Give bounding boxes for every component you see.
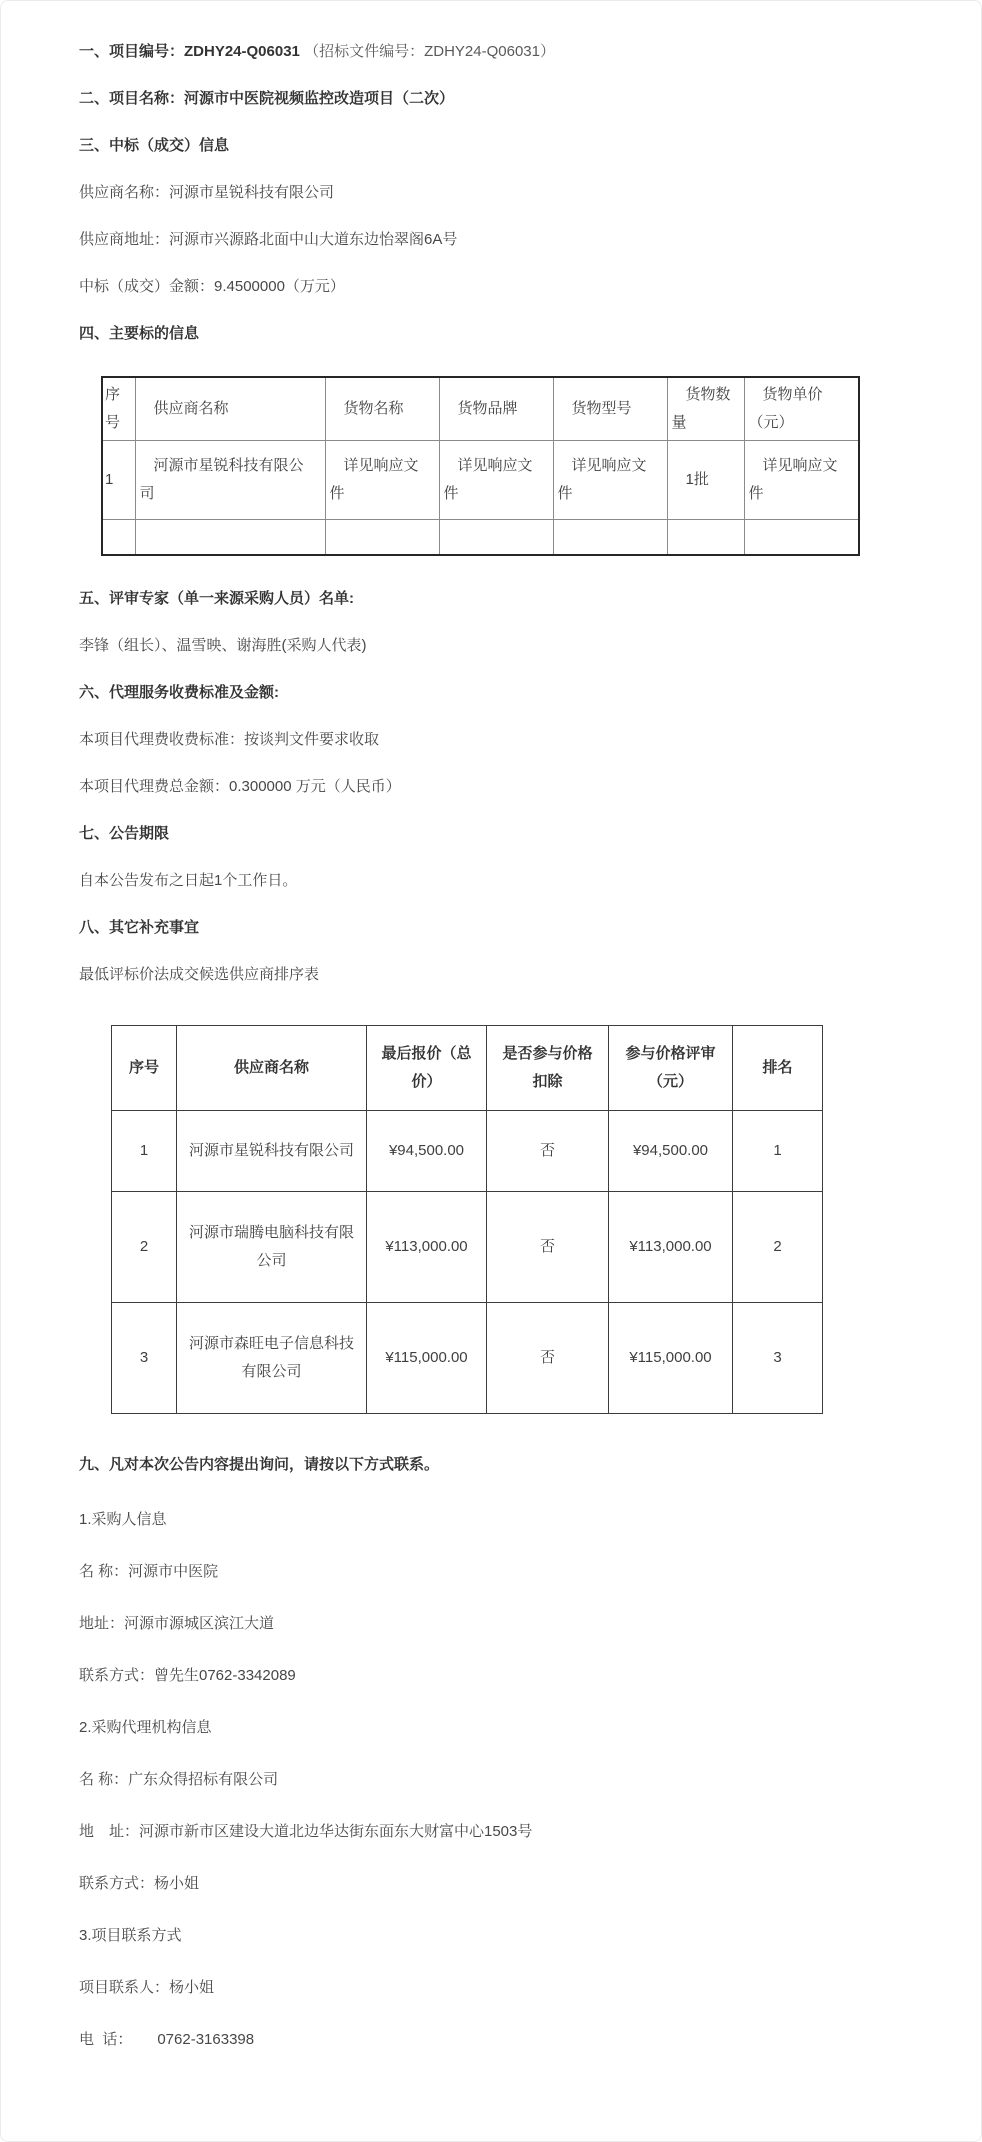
goods-table [101, 376, 860, 556]
goods-cell-quantity: 1批 [667, 441, 744, 520]
goods-header-quantity: 货物数量 [667, 377, 744, 441]
contact-section [79, 1454, 911, 2050]
agency-fee-standard-line: 本项目代理费收费标准：按谈判文件要求收取 [79, 731, 380, 748]
agency-fee-total-line: 本项目代理费总金额：0.300000 万元（人民币） [79, 778, 401, 795]
ranking-cell-seq: 3 [112, 1303, 177, 1414]
goods-cell-name: 详见响应文件 [325, 441, 439, 520]
section9-heading: 九、凡对本次公告内容提出询问，请按以下方式联系。 [79, 1456, 440, 1473]
ranking-cell-final-offer: ¥94,500.00 [367, 1111, 487, 1192]
goods-cell-seq: 1 [102, 441, 135, 520]
goods-table-header-row [102, 377, 859, 441]
section1-heading [79, 41, 911, 62]
ranking-cell-rank: 1 [733, 1111, 823, 1192]
ranking-cell-seq: 1 [112, 1111, 177, 1192]
goods-empty-cell [325, 520, 439, 556]
ranking-cell-price-deduction: 否 [487, 1303, 609, 1414]
supplier-name-line: 供应商名称：河源市星锐科技有限公司 [79, 184, 335, 201]
goods-empty-cell [553, 520, 667, 556]
ranking-cell-rank: 2 [733, 1192, 823, 1303]
goods-empty-cell [439, 520, 553, 556]
ranking-cell-evaluated-price: ¥115,000.00 [609, 1303, 733, 1414]
goods-header-unit-price: 货物单价（元） [744, 377, 859, 441]
buyer-name-line: 名 称：河源市中医院 [79, 1563, 219, 1580]
ranking-cell-supplier: 河源市森旺电子信息科技有限公司 [177, 1303, 367, 1414]
section4-heading: 四、主要标的信息 [79, 325, 200, 342]
goods-cell-brand: 详见响应文件 [439, 441, 553, 520]
ranking-header-evaluated-price: 参与价格评审（元） [609, 1026, 733, 1111]
tender-doc-number-note: （招标文件编号：ZDHY24-Q06031） [304, 43, 555, 60]
experts-list-line: 李锋（组长）、温雪映、谢海胜(采购人代表) [79, 637, 367, 654]
ranking-table-header-row [112, 1026, 823, 1111]
ranking-cell-final-offer: ¥115,000.00 [367, 1303, 487, 1414]
goods-header-seq: 序号 [102, 377, 135, 441]
section7-heading: 七、公告期限 [79, 825, 170, 842]
ranking-cell-evaluated-price: ¥94,500.00 [609, 1111, 733, 1192]
buyer-address-line: 地址：河源市源城区滨江大道 [79, 1615, 275, 1632]
goods-empty-cell [744, 520, 859, 556]
agency-contact-line: 联系方式：杨小姐 [79, 1875, 200, 1892]
section3-heading: 三、中标（成交）信息 [79, 137, 230, 154]
ranking-cell-evaluated-price: ¥113,000.00 [609, 1192, 733, 1303]
ranking-header-seq: 序号 [112, 1026, 177, 1111]
section6-heading: 六、代理服务收费标准及金额: [79, 684, 279, 701]
agency-name-line: 名 称：广东众得招标有限公司 [79, 1771, 279, 1788]
goods-empty-cell [135, 520, 325, 556]
goods-cell-unit-price: 详见响应文件 [744, 441, 859, 520]
ranking-header-rank: 排名 [733, 1026, 823, 1111]
buyer-info-title: 1.采购人信息 [79, 1511, 167, 1528]
goods-table-row [102, 441, 859, 520]
goods-table-empty-row [102, 520, 859, 556]
goods-header-supplier: 供应商名称 [135, 377, 325, 441]
project-phone-line: 电 话： 0762-3163398 [79, 2031, 255, 2048]
ranking-header-supplier: 供应商名称 [177, 1026, 367, 1111]
agency-info-title: 2.采购代理机构信息 [79, 1719, 212, 1736]
ranking-cell-price-deduction: 否 [487, 1111, 609, 1192]
ranking-cell-price-deduction: 否 [487, 1192, 609, 1303]
section5-heading: 五、评审专家（单一来源采购人员）名单: [79, 590, 354, 607]
section8-heading: 八、其它补充事宜 [79, 919, 200, 936]
ranking-table-row [112, 1111, 823, 1192]
announcement-period-line: 自本公告发布之日起1个工作日。 [79, 872, 298, 889]
goods-cell-model: 详见响应文件 [553, 441, 667, 520]
goods-header-name: 货物名称 [325, 377, 439, 441]
project-number-text: 一、项目编号：ZDHY24-Q06031 [79, 43, 300, 60]
ranking-table-row [112, 1303, 823, 1414]
ranking-table [111, 1025, 823, 1414]
goods-header-model: 货物型号 [553, 377, 667, 441]
ranking-cell-supplier: 河源市瑞腾电脑科技有限公司 [177, 1192, 367, 1303]
award-amount-line: 中标（成交）金额：9.4500000（万元） [79, 278, 345, 295]
section2-heading: 二、项目名称：河源市中医院视频监控改造项目（二次） [79, 90, 455, 107]
goods-empty-cell [102, 520, 135, 556]
ranking-table-row [112, 1192, 823, 1303]
goods-empty-cell [667, 520, 744, 556]
supplier-address-line: 供应商地址：河源市兴源路北面中山大道东边怡翠阁6A号 [79, 231, 458, 248]
ranking-cell-seq: 2 [112, 1192, 177, 1303]
ranking-header-price-deduction: 是否参与价格扣除 [487, 1026, 609, 1111]
agency-address-line: 地 址：河源市新市区建设大道北边华达街东面东大财富中心1503号 [79, 1823, 533, 1840]
ranking-header-final-offer: 最后报价（总价） [367, 1026, 487, 1111]
goods-header-brand: 货物品牌 [439, 377, 553, 441]
ranking-cell-rank: 3 [733, 1303, 823, 1414]
ranking-cell-supplier: 河源市星锐科技有限公司 [177, 1111, 367, 1192]
project-contact-line: 项目联系人：杨小姐 [79, 1979, 215, 1996]
goods-cell-supplier: 河源市星锐科技有限公司 [135, 441, 325, 520]
ranking-cell-final-offer: ¥113,000.00 [367, 1192, 487, 1303]
project-contact-title: 3.项目联系方式 [79, 1927, 182, 1944]
buyer-contact-line: 联系方式：曾先生0762-3342089 [79, 1667, 296, 1684]
ranking-table-caption: 最低评标价法成交候选供应商排序表 [79, 966, 320, 983]
